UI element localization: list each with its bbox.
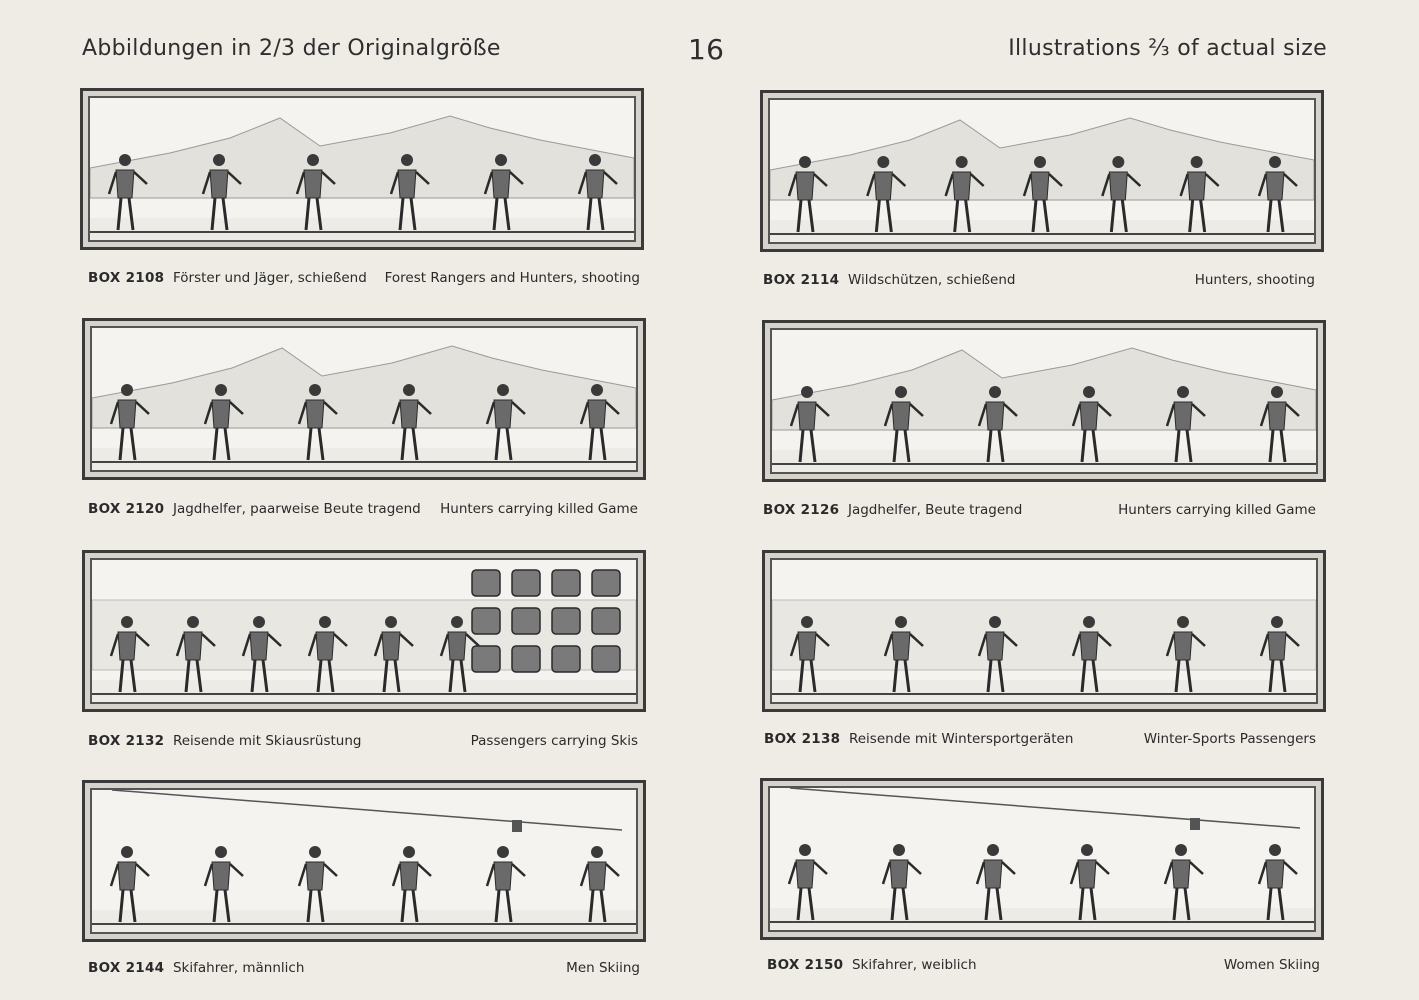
caption-2120 [88,501,638,517]
illustration-carrying-game-pairs [92,328,636,470]
illustration-men-skiing [92,790,636,932]
box-number: BOX 2120 [88,501,165,517]
caption-2108 [88,270,640,286]
figure-panel-2108 [80,88,644,250]
illustration-hunters-shooting [90,98,634,240]
figure-panel-2120 [82,318,646,480]
caption-2150 [767,957,1320,973]
box-number: BOX 2138 [764,731,841,747]
illustration-winter-sports-passengers [772,560,1316,702]
caption-en: Men Skiing [566,960,640,976]
caption-2144 [88,960,640,976]
caption-en: Hunters carrying killed Game [440,501,638,517]
caption-2114 [763,272,1315,288]
box-number: BOX 2132 [88,733,165,749]
illustration-carrying-game [772,330,1316,472]
caption-de: Förster und Jäger, schießend [172,270,367,286]
box-number: BOX 2126 [763,502,840,518]
box-number: BOX 2144 [88,960,165,976]
caption-2126 [763,502,1316,518]
figure-panel-2126 [762,320,1326,482]
caption-2138 [764,731,1316,747]
illustration-women-skiing [770,788,1314,930]
header-right-caption: Illustrations ⅔ of actual size [1008,36,1327,61]
caption-en: Hunters, shooting [1194,272,1315,288]
caption-en: Forest Rangers and Hunters, shooting [384,270,640,286]
box-number: BOX 2150 [767,957,844,973]
page-number: 16 [688,33,725,66]
figure-panel-2138 [762,550,1326,712]
caption-de: Reisende mit Skiausrüstung [172,733,362,749]
figure-panel-2132 [82,550,646,712]
caption-de: Reisende mit Wintersportgeräten [848,731,1074,747]
figure-panel-2150 [760,778,1324,940]
caption-de: Jagdhelfer, Beute tragend [847,502,1023,518]
caption-2132 [88,733,638,749]
illustration-poachers-shooting [770,100,1314,242]
caption-en: Winter-Sports Passengers [1143,731,1316,747]
box-number: BOX 2114 [763,272,840,288]
figure-panel-2114 [760,90,1324,252]
header-left-caption: Abbildungen in 2/3 der Originalgröße [82,36,501,61]
illustration-passengers-skis [92,560,636,702]
caption-de: Skifahrer, männlich [172,960,305,976]
figure-panel-2144 [82,780,646,942]
caption-en: Passengers carrying Skis [470,733,638,749]
caption-de: Jagdhelfer, paarweise Beute tragend [172,501,421,517]
box-number: BOX 2108 [88,270,165,286]
caption-de: Wildschützen, schießend [847,272,1016,288]
caption-de: Skifahrer, weiblich [851,957,977,973]
caption-en: Hunters carrying killed Game [1118,502,1316,518]
caption-en: Women Skiing [1223,957,1320,973]
